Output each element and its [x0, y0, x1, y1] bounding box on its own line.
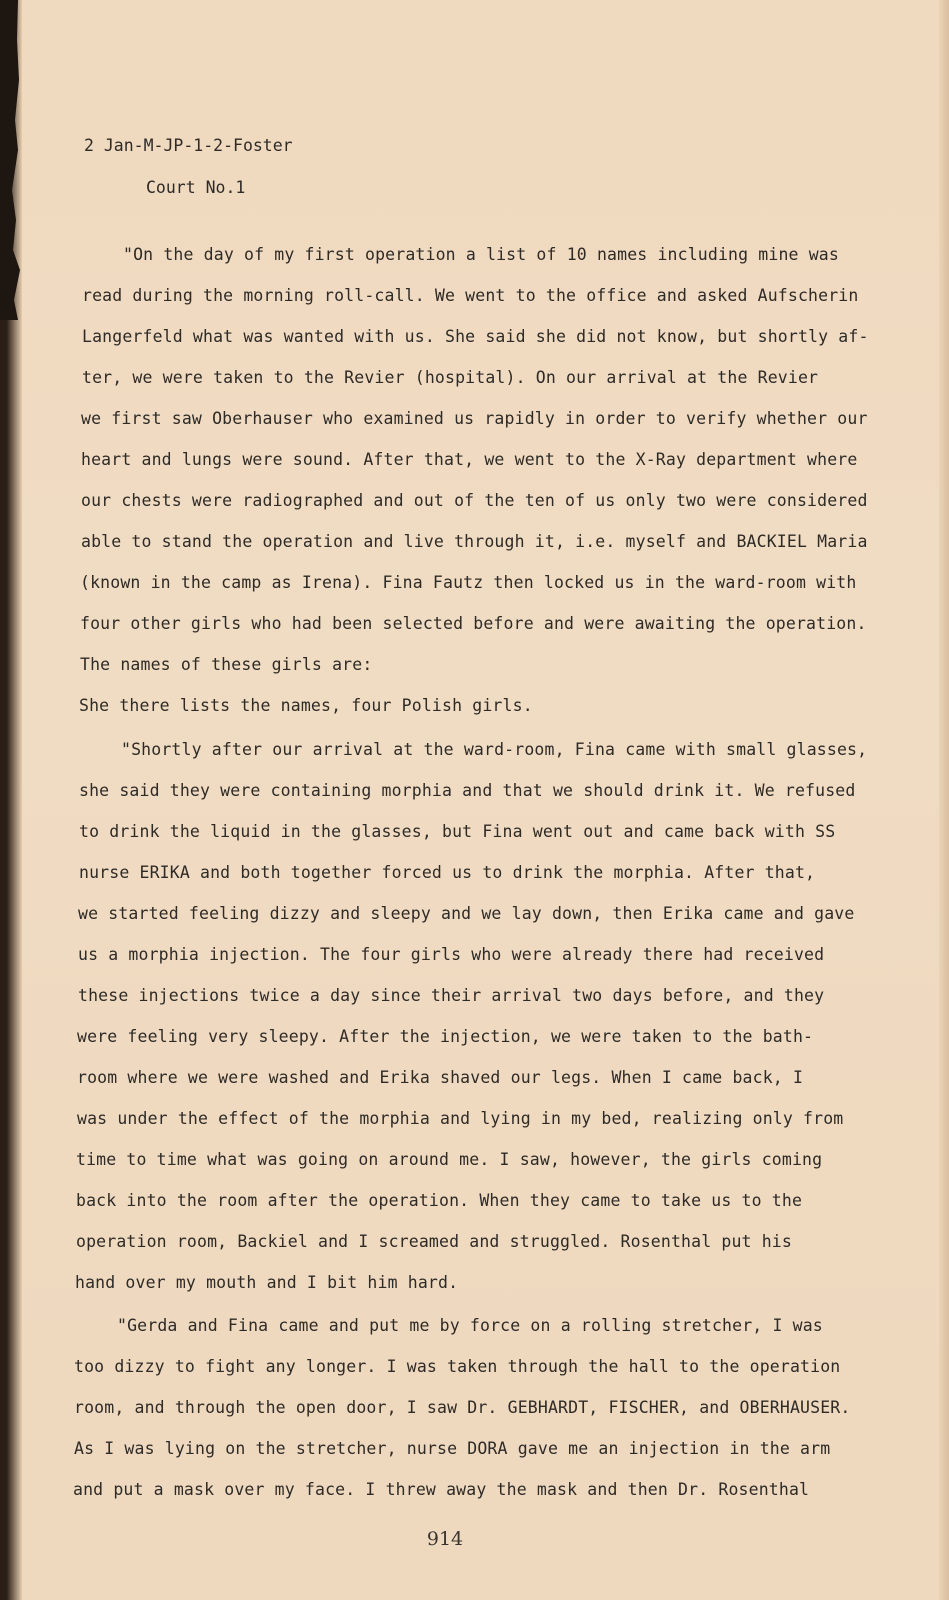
body-line: these injections twice a day since their arrival two days before, and they: [78, 986, 825, 1005]
body-line: our chests were radiographed and out of the ten of us only two were considered: [81, 491, 868, 510]
body-line: read during the morning roll-call. We went to the office and asked Aufscherin: [82, 286, 859, 305]
body-line: Langerfeld what was wanted with us. She said she did not know, but shortly af-: [82, 327, 869, 346]
body-line: heart and lungs were sound. After that, we went to the X-Ray department where: [81, 450, 858, 469]
body-line: we started feeling dizzy and sleepy and we lay down, then Erika came and gave: [78, 904, 855, 923]
body-line: able to stand the operation and live through it, i.e. myself and BACKIEL Maria: [81, 532, 868, 551]
body-line: The names of these girls are:: [80, 655, 373, 674]
court-label: Court No.1: [146, 178, 246, 197]
body-line: time to time what was going on around me. I saw, however, the girls coming: [76, 1150, 823, 1169]
body-line: nurse ERIKA and both together forced us to drink the morphia. After that,: [79, 863, 816, 882]
body-line: As I was lying on the stretcher, nurse DORA gave me an injection in the arm: [74, 1439, 831, 1458]
body-line: back into the room after the operation. When they came to take us to the: [76, 1191, 803, 1210]
body-line: she said they were containing morphia and that we should drink it. We refused: [79, 781, 856, 800]
body-line: too dizzy to fight any longer. I was taken through the hall to the operation: [74, 1357, 841, 1376]
body-line: room, and through the open door, I saw Dr. GEBHARDT, FISCHER, and OBERHAUSER.: [74, 1398, 851, 1417]
body-line: was under the effect of the morphia and lying in my bed, realizing only from: [77, 1109, 844, 1128]
body-line: we first saw Oberhauser who examined us rapidly in order to verify whether our: [81, 409, 868, 428]
body-line: to drink the liquid in the glasses, but Fina went out and came back with SS: [79, 822, 836, 841]
body-line: four other girls who had been selected before and were awaiting the operation.: [80, 614, 867, 633]
body-line: and put a mask over my face. I threw away the mask and then Dr. Rosenthal: [73, 1480, 810, 1499]
torn-edge-decoration: [0, 0, 30, 320]
body-line: were feeling very sleepy. After the injection, we were taken to the bath-: [77, 1027, 814, 1046]
body-line: room where we were washed and Erika shaved our legs. When I came back, I: [77, 1068, 804, 1087]
body-line: hand over my mouth and I bit him hard.: [75, 1273, 459, 1292]
body-line: "On the day of my first operation a list of 10 names including mine was: [123, 245, 839, 264]
body-line: ter, we were taken to the Revier (hospital). On our arrival at the Revier: [82, 368, 819, 387]
body-line: operation room, Backiel and I screamed and struggled. Rosenthal put his: [76, 1232, 792, 1251]
body-line: She there lists the names, four Polish girls.: [79, 696, 533, 715]
body-line: us a morphia injection. The four girls who were already there had received: [78, 945, 825, 964]
file-reference: 2 Jan-M-JP-1-2-Foster: [84, 136, 293, 155]
body-line: (known in the camp as Irena). Fina Fautz then locked us in the ward-room with: [80, 573, 857, 592]
body-line: "Shortly after our arrival at the ward-room, Fina came with small glasses,: [121, 740, 868, 759]
page-number: 914: [426, 1528, 464, 1550]
body-line: "Gerda and Fina came and put me by force on a rolling stretcher, I was: [117, 1316, 823, 1335]
